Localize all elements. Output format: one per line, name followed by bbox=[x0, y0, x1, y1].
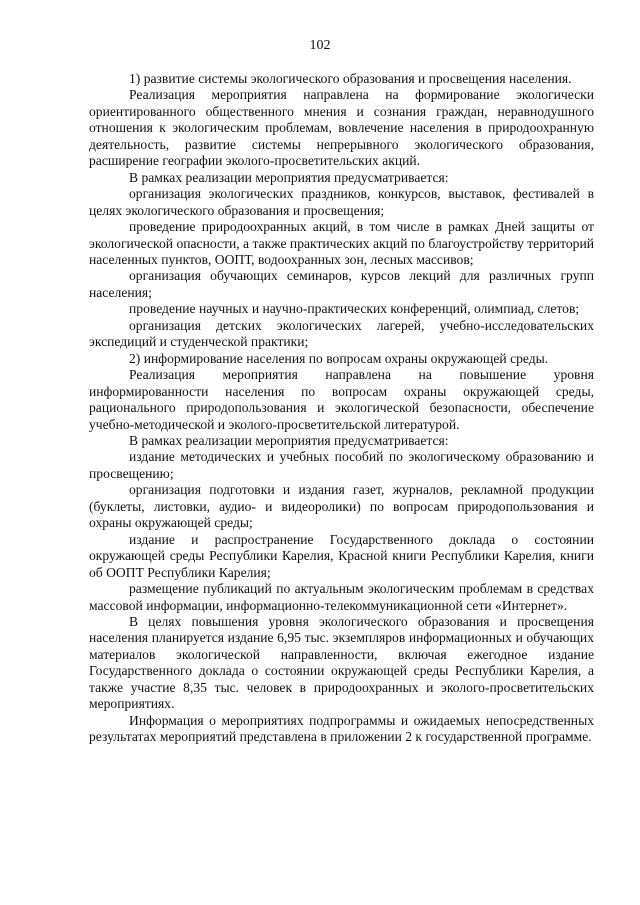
paragraph: В рамках реализации мероприятия предусматривается: bbox=[129, 169, 449, 185]
paragraph: проведение природоохранных акций, в том числе в рамках Дней защиты от экологической опасности, а также практических акций по благоустройству территорий населенных пунктов, ООПТ, водоохранных зон, лесных массивов; bbox=[89, 219, 594, 267]
paragraph: 2) информирование населения по вопросам охраны окружающей среды. bbox=[129, 350, 549, 366]
paragraph: издание и распространение Государственного доклада о состоянии окружающей среды Республики Карелия, Красной книги Республики Карелия, книги об ООПТ Республики Карелия; bbox=[89, 531, 594, 580]
paragraph: Реализация мероприятия направлена на повышение уровня информированности населения по вопросам охраны окружающей среды, рационального природопользования и экологической безопасности, обеспечение учебно-методической и эколого-просветительской литературой. bbox=[89, 367, 594, 432]
paragraph: Информация о мероприятиях подпрограммы и ожидаемых непосредственных результатах мероприятий представлена в приложении 2 к государственной программе. bbox=[89, 712, 594, 745]
paragraph: 1) развитие системы экологического образования и просвещения населения. bbox=[129, 71, 572, 86]
paragraph: организация обучающих семинаров, курсов лекций для различных групп населения; bbox=[89, 268, 594, 300]
paragraph: организация подготовки и издания газет, журналов, рекламной продукции (буклеты, листовки, аудио- и видеоролики) по вопросам природопользования и охраны окружающей среды; bbox=[89, 482, 594, 531]
paragraph: организация экологических праздников, конкурсов, выставок, фестивалей в целях экологического образования и просвещения; bbox=[89, 186, 594, 218]
paragraph: размещение публикаций по актуальным экологическим проблемам в средствах массовой информации, информационно-телекоммуникационной сети «Интернет». bbox=[89, 581, 594, 613]
paragraph: Реализация мероприятия направлена на формирование экологически ориентированного общественного мнения и сознания граждан, неравнодушного отношения к экологическим проблемам, вовлечение населения в природоохранную деятельность, развитие системы непрерывного экологического образования, расширение географии эколого-просветительских акций. bbox=[89, 87, 594, 169]
page-number: 102 bbox=[309, 38, 331, 53]
paragraph: В целях повышения уровня экологического образования и просвещения населения планируется издание 6,95 тыс. экземпляров информационных и обучающих материалов экологической направленности, включая ежегодное издание Государственного доклада о состоянии окружающей среды Республики Карелия, а также участие 8,35 тыс. человек в природоохранных и эколого-просветительских мероприятиях. bbox=[89, 613, 594, 712]
body-text bbox=[89, 71, 594, 746]
paragraph: проведение научных и научно-практических конференций, олимпиад, слетов; bbox=[129, 301, 580, 317]
paragraph: организация детских экологических лагерей, учебно-исследовательских экспедиций и студенческой практики; bbox=[89, 317, 594, 350]
paragraph: издание методических и учебных пособий по экологическому образованию и просвещению; bbox=[89, 449, 594, 481]
paragraph: В рамках реализации мероприятия предусматривается: bbox=[129, 432, 449, 448]
